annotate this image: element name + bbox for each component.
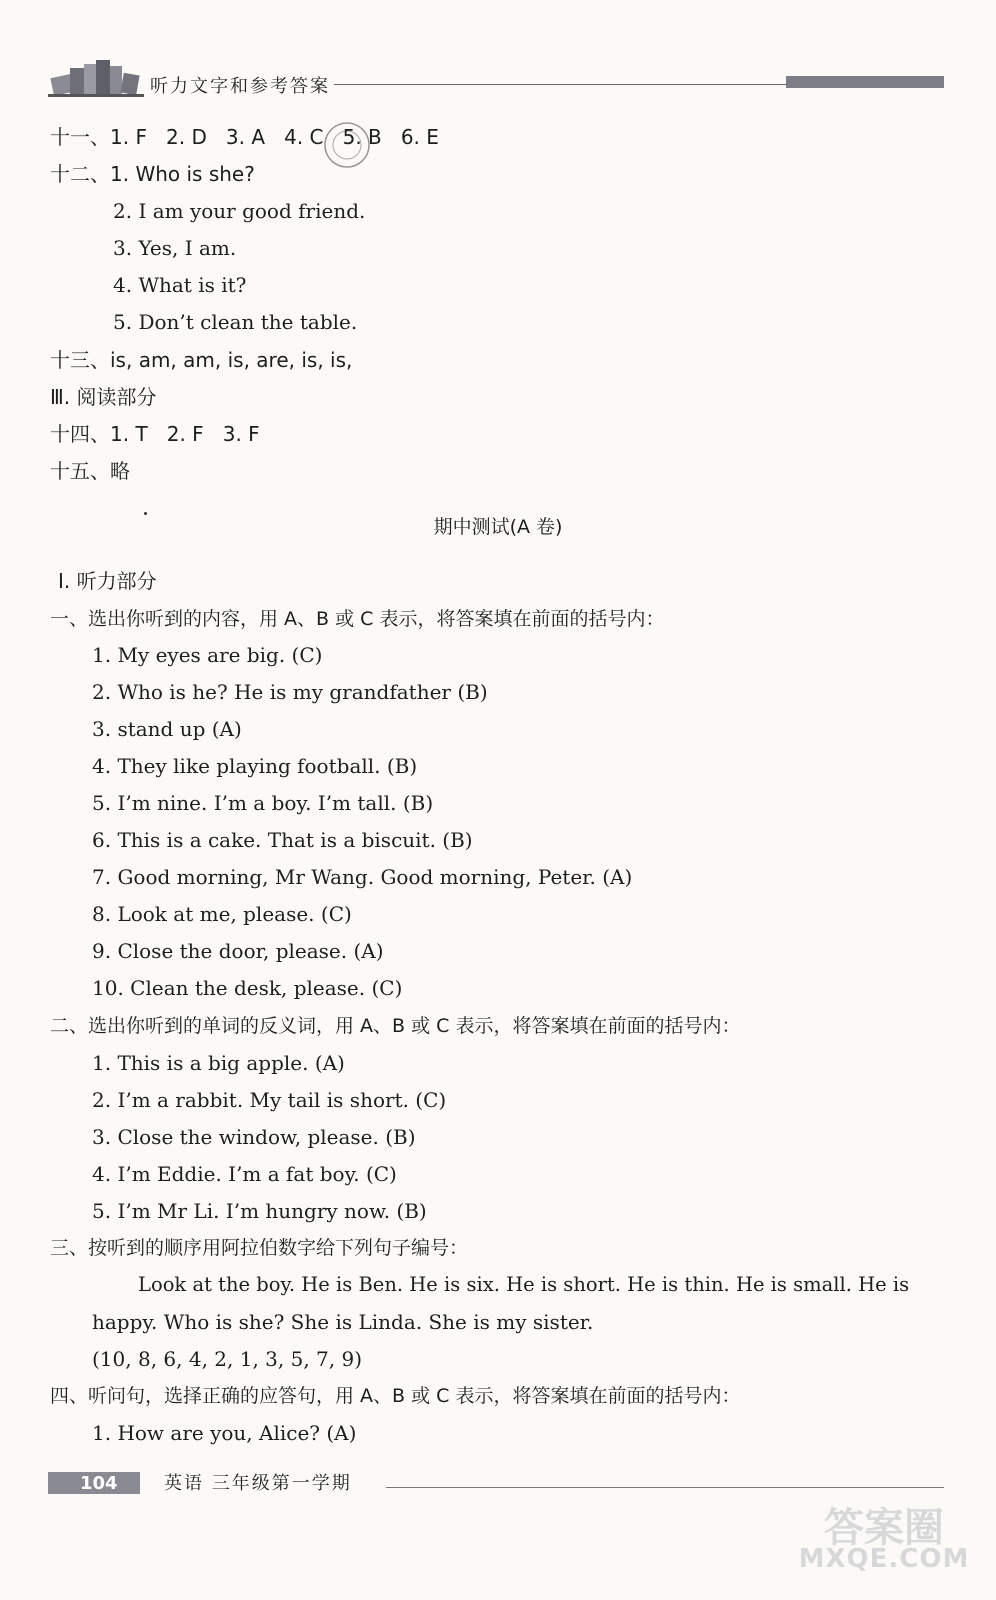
answer-line-12: 十二、1. Who is she? <box>50 162 255 186</box>
answer-line-14: 十四、1. T 2. F 3. F <box>50 422 260 446</box>
footer-subject: 英语 三年级第一学期 <box>164 1473 352 1494</box>
q3-instruction: 三、按听到的顺序用阿拉伯数字给下列句子编号： <box>50 1237 469 1259</box>
answer-line-15: 十五、略 <box>50 459 130 483</box>
answer-line-12-4: 4. What is it? <box>113 273 247 297</box>
watermark-top: 答案圈 <box>824 1505 944 1551</box>
page-footer <box>0 1455 996 1495</box>
list-item: 3. Close the window, please. (B) <box>92 1125 416 1149</box>
section-reading: Ⅲ. 阅读部分 <box>50 385 157 409</box>
header-rule <box>334 84 786 85</box>
answer-line-12-5: 5. Don’t clean the table. <box>113 310 358 334</box>
list-item: 5. I’m Mr Li. I’m hungry now. (B) <box>92 1199 427 1223</box>
q1-instruction: 一、选出你听到的内容，用 A、B 或 C 表示，将答案填在前面的括号内： <box>50 608 665 630</box>
q3-answer: (10, 8, 6, 4, 2, 1, 3, 5, 7, 9) <box>92 1347 363 1371</box>
page-number: 104 <box>80 1473 118 1494</box>
q3-text-line-1: Look at the boy. He is Ben. He is six. He is short. He is thin. He is small. He is <box>138 1273 910 1296</box>
list-item: 10. Clean the desk, please. (C) <box>92 976 403 1000</box>
answer-line-12-2: 2. I am your good friend. <box>113 199 366 223</box>
q3-text-line-2: happy. Who is she? She is Linda. She is my sister. <box>92 1310 594 1334</box>
q4-instruction: 四、听问句，选择正确的应答句，用 A、B 或 C 表示，将答案填在前面的括号内： <box>50 1385 741 1407</box>
list-item: 2. Who is he? He is my grandfather (B) <box>92 680 488 704</box>
answer-line-11: 十一、1. F 2. D 3. A 4. C 5. B 6. E <box>50 125 439 149</box>
watermark-bottom: MXQE.COM <box>798 1544 970 1574</box>
watermark <box>796 1496 972 1580</box>
list-item: 7. Good morning, Mr Wang. Good morning, Peter. (A) <box>92 865 633 889</box>
header-title: 听力文字和参考答案 <box>150 76 330 97</box>
list-item: 2. I’m a rabbit. My tail is short. (C) <box>92 1088 447 1112</box>
header-bar <box>786 76 944 88</box>
answer-line-12-3: 3. Yes, I am. <box>113 236 237 260</box>
list-item: 4. I’m Eddie. I’m a fat boy. (C) <box>92 1162 397 1186</box>
list-item: 6. This is a cake. That is a biscuit. (B) <box>92 828 473 852</box>
list-item: 1. How are you, Alice? (A) <box>92 1421 357 1445</box>
list-item: 4. They like playing football. (B) <box>92 754 418 778</box>
section-title: 期中测试(A 卷) <box>433 516 563 538</box>
list-item: 8. Look at me, please. (C) <box>92 902 352 926</box>
q2-instruction: 二、选出你听到的单词的反义词，用 A、B 或 C 表示，将答案填在前面的括号内： <box>50 1015 741 1037</box>
list-item: 3. stand up (A) <box>92 717 242 741</box>
part-heading: Ⅰ. 听力部分 <box>58 569 157 593</box>
page-header <box>0 0 996 110</box>
list-item: 1. This is a big apple. (A) <box>92 1051 345 1075</box>
footer-rule <box>386 1487 944 1488</box>
answer-line-13: 十三、is, am, am, is, are, is, is, <box>50 348 353 372</box>
books-logo-icon <box>48 54 144 98</box>
list-item: 1. My eyes are big. (C) <box>92 643 323 667</box>
list-item: 5. I’m nine. I’m a boy. I’m tall. (B) <box>92 791 434 815</box>
list-item: 9. Close the door, please. (A) <box>92 939 384 963</box>
